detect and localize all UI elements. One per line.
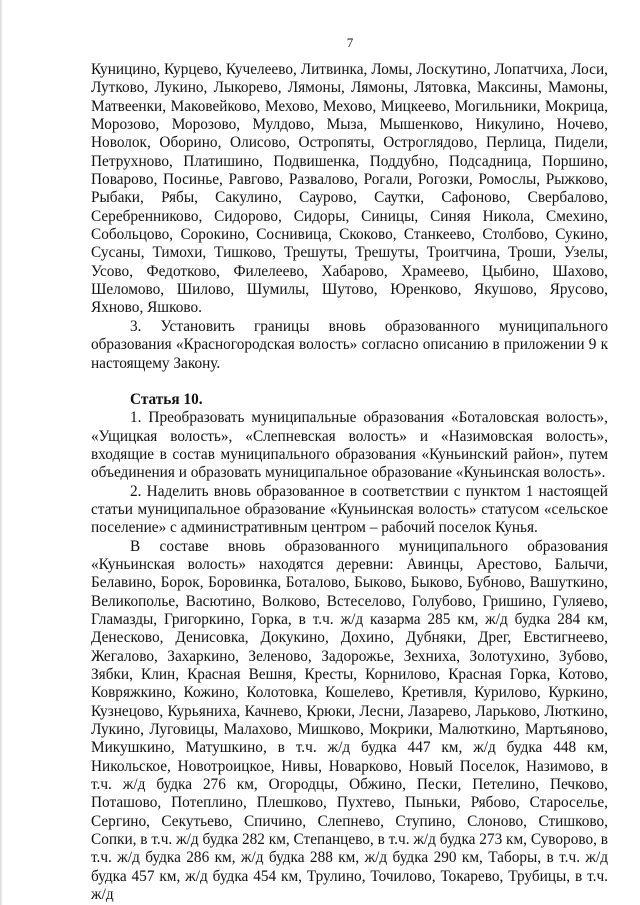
page-number: 7 — [346, 35, 354, 50]
clause-2-paragraph: 2. Наделить вновь образованное в соответствии с пунктом 1 настоящей статьи муниципальное образование «Куньинская волость» статусом «сельское поселение» с административным центром – рабочий поселок Кунья. — [91, 482, 608, 537]
document-body — [91, 61, 608, 904]
village-list-paragraph: Куницино, Курцево, Кучелеево, Литвинка, Ломы, Лоскутино, Лопатчиха, Лоси, Лутково, Лукино, Лыкорево, Лямоны, Лямоны, Лятовка, Максины, Мамоны, Матвеенки, Маковейково, Мехово, Мехово, Мицкеево, Могильники, Мокрица, Морозово, Морозово, Мулдово, Мыза, Мышенково, Никулино, Ночево, Новолок, Оборино, Олисово, Остропяты, Остроглядово, Перлица, Пидели, Петрухново, Платишино, Подвишенка, Поддубно, Подсадница, Поршино, Поварово, Посинье, Равгово, Развалово, Рогали, Рогозки, Ромослы, Рыжково, Рыбаки, Рябы, Сакулино, Саурово, Саутки, Сафоново, Свербалово, Серебренниково, Сидорово, Сидоры, Синицы, Синяя Никола, Смехино, Собольцово, Сорокино, Соснивица, Скоково, Станкеево, Столбово, Сукино, Сусаны, Тимохи, Тишково, Трешуты, Трешуты, Троитчина, Троши, Узелы, Усово, Федотково, Филелеево, Хабарово, Храмеево, Цыбино, Шахово, Шеломово, Шилово, Шумилы, Шутово, Юренково, Якушово, Ярусово, Яхново, Яшково. — [91, 61, 608, 317]
article-heading: Статья 10. — [130, 390, 203, 408]
scan-edge — [0, 0, 3, 905]
paragraph-gap — [91, 373, 608, 391]
villages-paragraph: В составе вновь образованного муниципального образования «Куньинская волость» находятся деревни: Авинцы, Арестово, Балычи, Белавино, Борок, Боровинка, Боталово, Быково, Быково, Бубново, Вашуткино, Великополье, Васютино, Волково, Встеселово, Голубово, Гришино, Гуляево, Гламазды, Григоркино, Горка, в т.ч. ж/д казарма 285 км, ж/д будка 284 км, Денесково, Денисовка, Докукино, Дохино, Дубняки, Дрег, Евстигнеево, Жегалово, Захаркино, Зеленово, Задорожье, Зехниха, Золотухино, Зубово, Зябки, Клин, Красная Вешня, Кресты, Корнилово, Красная Горка, Котово, Ковряжкино, Кожино, Колотовка, Кошелево, Кретивля, Курилово, Куркино, Кузнецово, Курьяниха, Качнево, Крюки, Лесни, Лазарево, Ларьково, Люткино, Лукино, Луговицы, Малахово, Мишково, Мокрики, Малюткино, Мартьяново, Микушкино, Матушкино, в т.ч. ж/д будка 447 км, ж/д будка 448 км, Никольское, Новотроицкое, Нивы, Новарково, Новый Поселок, Назимово, в т.ч. ж/д будка 276 км, Огородцы, Обжино, Пески, Петелино, Печково, Поташово, Потеплино, Плешково, Пухтево, Пыньки, Рябово, Староселье, Сергино, Секутьево, Спичино, Слепнево, Ступино, Слоново, Стишково, Сопки, в т.ч. ж/д будка 282 км, Степанцево, в т.ч. ж/д будка 273 км, Суворово, в т.ч. ж/д будка 286 км, ж/д будка 288 км, ж/д будка 290 км, Таборы, в т.ч. ж/д будка 457 км, ж/д будка 454 км, Трулино, Точилово, Токарево, Трубицы, в т.ч. ж/д — [91, 537, 608, 904]
clause-1-paragraph: 1. Преобразовать муниципальные образования «Боталовская волость», «Ущицкая волость», «Слепневская волость» и «Назимовская волость», входящие в состав муниципального образования «Куньинский район», путем объединения и образовать муниципальное образование «Куньинская волость». — [91, 409, 608, 482]
clause-3-paragraph: 3. Установить границы вновь образованного муниципального образования «Красногородская волость» согласно описанию в приложении 9 к настоящему Закону. — [91, 317, 608, 372]
